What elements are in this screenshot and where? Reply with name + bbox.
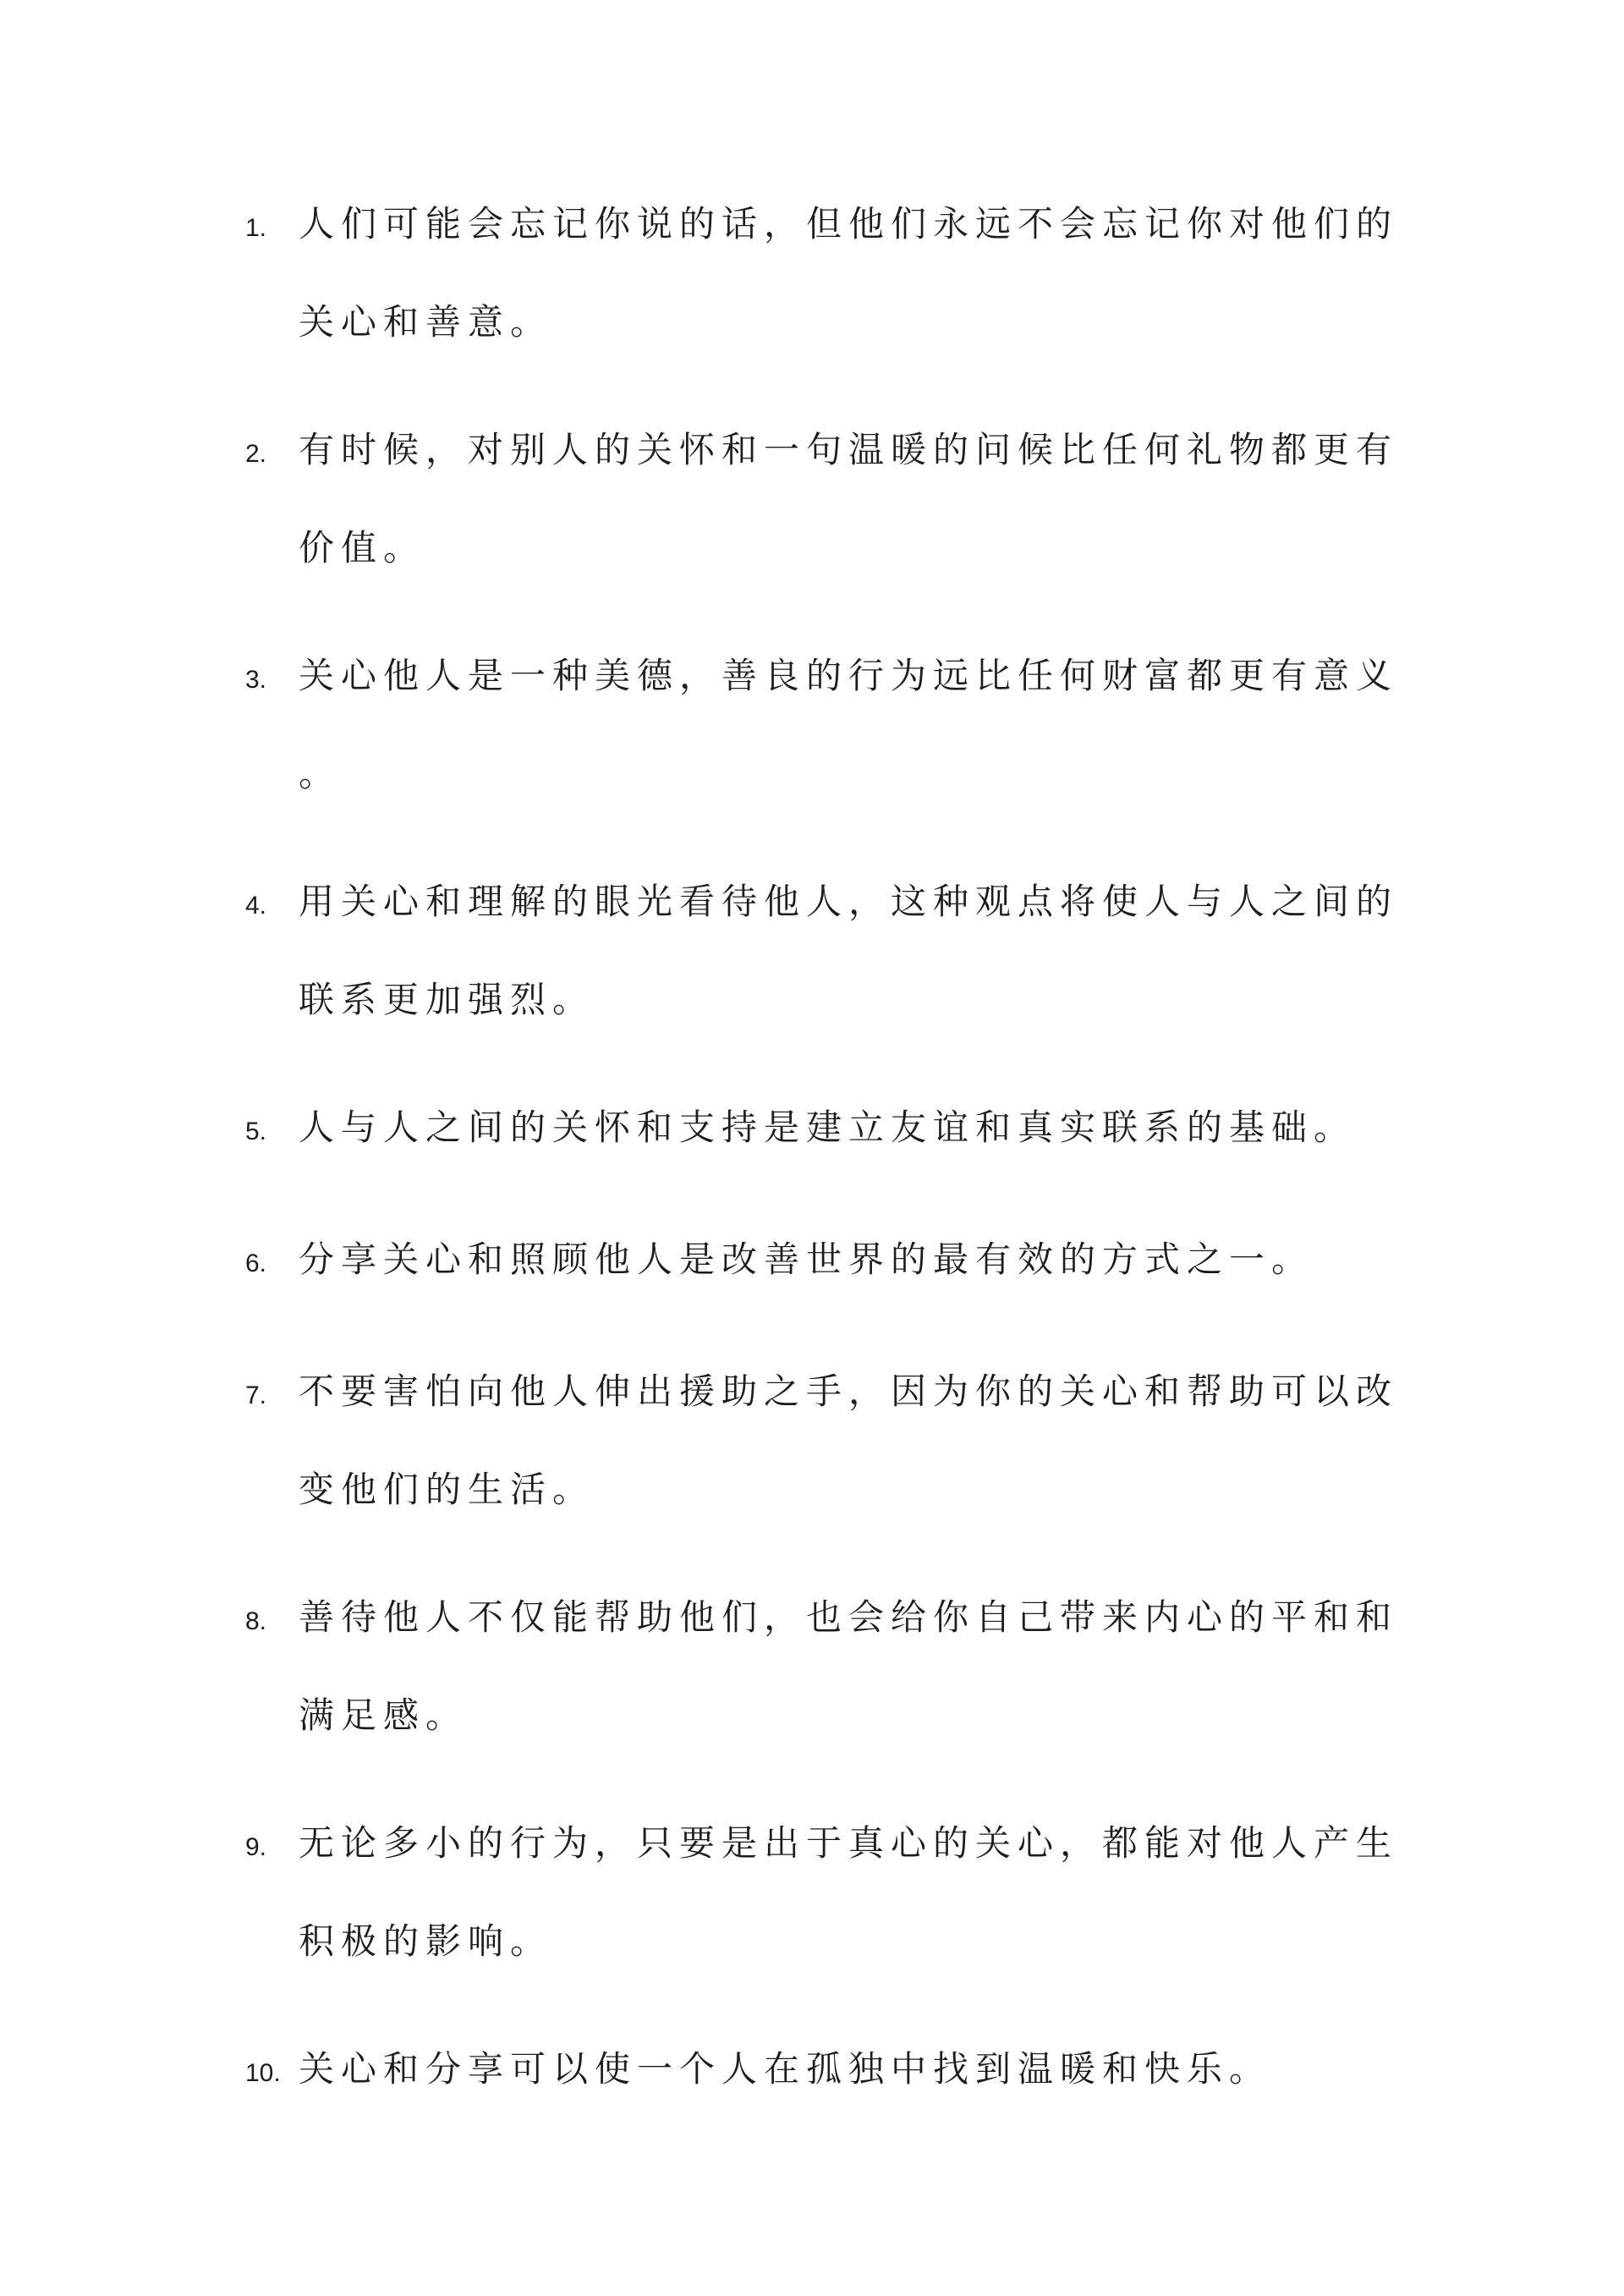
list-item (245, 1343, 1415, 1539)
item-text (299, 1343, 1415, 1539)
item-text-line: 价值。 (299, 527, 426, 569)
list-item (245, 2020, 1415, 2123)
list-item (245, 853, 1415, 1049)
item-text-line: 不要害怕向他人伸出援助之手，因为你的关心和帮助可以改 (299, 1370, 1399, 1412)
item-number: 5. (245, 1118, 267, 1145)
item-text (299, 401, 1415, 597)
item-number: 4. (245, 892, 267, 920)
item-text (299, 175, 1415, 371)
item-text-line: 关心和分享可以使一个人在孤独中找到温暖和快乐。 (299, 2048, 1272, 2090)
item-text-line: 用关心和理解的眼光看待他人，这种观点将使人与人之间的 (299, 881, 1399, 922)
list-item (245, 1211, 1415, 1313)
list-item (245, 1568, 1415, 1765)
item-number: 10. (245, 2059, 281, 2087)
quote-list (245, 175, 1415, 2123)
item-text (299, 1794, 1415, 1991)
item-text-line: 联系更加强烈。 (299, 979, 595, 1020)
item-text (299, 1079, 1415, 1177)
item-number: 3. (245, 666, 267, 694)
item-text-line: 关心和善意。 (299, 301, 553, 343)
item-text (299, 2020, 1415, 2118)
item-text-line: 分享关心和照顾他人是改善世界的最有效的方式之一。 (299, 1239, 1314, 1280)
item-number: 8. (245, 1607, 267, 1635)
item-number: 6. (245, 1250, 267, 1277)
item-text (299, 1211, 1415, 1309)
item-text (299, 1568, 1415, 1765)
list-item (245, 1794, 1415, 1991)
list-item (245, 175, 1415, 371)
list-item (245, 1079, 1415, 1181)
item-text-line: 关心他人是一种美德，善良的行为远比任何财富都更有意义 (299, 655, 1399, 696)
item-number: 2. (245, 440, 267, 468)
item-text-line: 积极的影响。 (299, 1920, 553, 1962)
item-text-line: 人们可能会忘记你说的话，但他们永远不会忘记你对他们的 (299, 203, 1399, 244)
list-item (245, 401, 1415, 597)
item-number: 1. (245, 214, 267, 242)
item-text-line: 有时候，对别人的关怀和一句温暖的问候比任何礼物都更有 (299, 429, 1399, 470)
item-text-line: 无论多小的行为，只要是出于真心的关心，都能对他人产生 (299, 1822, 1399, 1864)
item-number: 9. (245, 1833, 267, 1861)
item-text (299, 853, 1415, 1049)
item-text-line: 。 (299, 753, 342, 794)
item-text-line: 变他们的生活。 (299, 1469, 595, 1510)
item-text-line: 人与人之间的关怀和支持是建立友谊和真实联系的基础。 (299, 1107, 1357, 1148)
item-text (299, 627, 1415, 823)
item-text-line: 满足感。 (299, 1695, 469, 1736)
item-text-line: 善待他人不仅能帮助他们，也会给你自己带来内心的平和和 (299, 1596, 1399, 1638)
item-number: 7. (245, 1381, 267, 1409)
list-item (245, 627, 1415, 823)
